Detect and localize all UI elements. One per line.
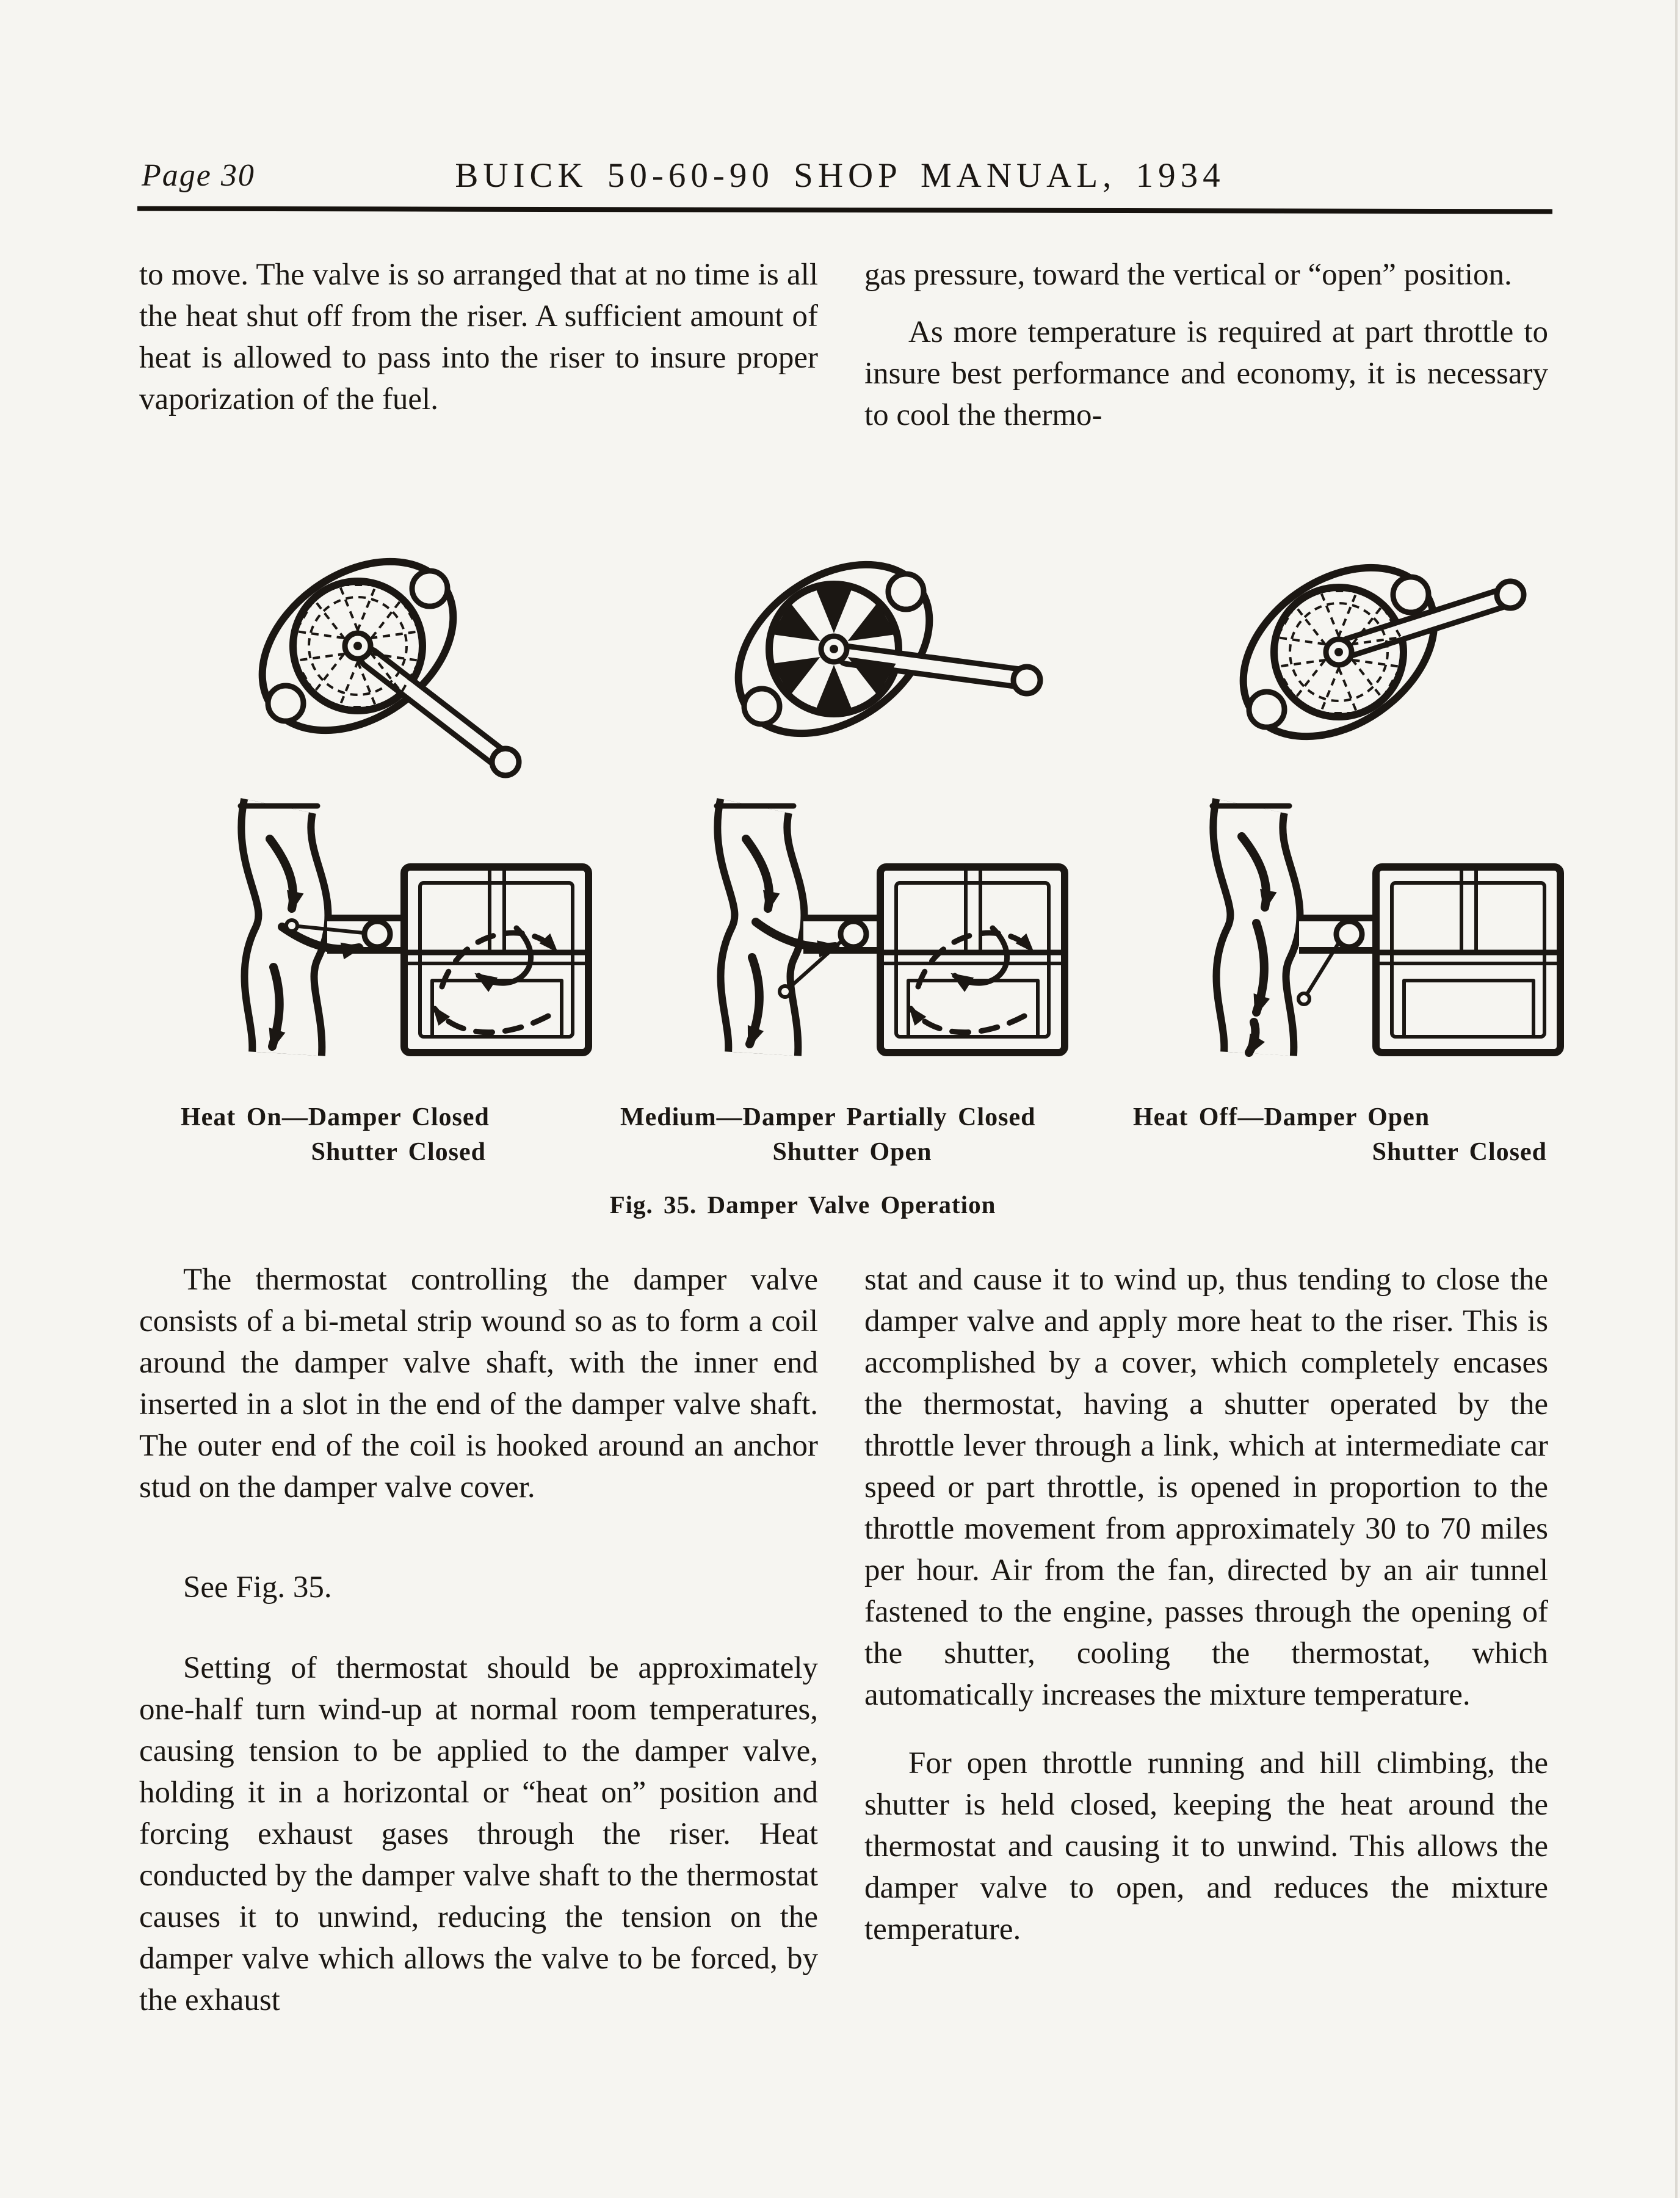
paragraph: Setting of thermostat should be approximately one-half turn wind-up at normal room temperatures, causing tension to be applied to the damper valve, holding it in a horizontal or “heat on” position and forcing exhaust gases through the riser. Heat conducted by the damper valve shaft to the thermostat causes it to unwind, reducing the tension on the damper valve which allows the valve to be forced, by the exhaust [139,1651,818,2017]
page-number-label: Page 30 [142,158,255,193]
figure-caption: Fig. 35. Damper Valve Operation [609,1191,996,1219]
paragraph: stat and cause it to wind up, thus tending to close the damper valve and apply more heat to the riser. This is accomplished by a cover, which completely encases the thermostat, having a shutter operated by the throttle lever through a link, which at intermediate car speed or part throttle, is opened in proportion to the throttle movement from approximately 30 to 70 miles per hour. Air from the fan, directed by an air tunnel fastened to the engine, passes through the opening of the shutter, cooling the thermostat, which automatically increases the mixture temperature. [864,1263,1548,1712]
caption-medium [620,1100,1084,1170]
shutter-wheel-icon [230,530,519,775]
caption-line: Shutter Closed [311,1138,486,1166]
caption-heat-off [1133,1100,1554,1170]
caption-line: Heat Off—Damper Open [1133,1103,1430,1131]
paragraph: As more temperature is required at part throttle to insure best performance and economy, it is necessary to cool the thermo- [864,315,1548,432]
left-column-top [139,254,818,436]
page-title: BUICK 50-60-90 SHOP MANUAL, 1934 [455,156,1225,195]
paragraph: to move. The valve is so arranged that at no time is all the heat shut off from the riser. A sufficient amount of heat is allowed to pass into the riser to insure proper vaporization of the fuel. [139,258,818,416]
header-rule [137,206,1552,214]
riser-box [404,867,588,1053]
paragraph: For open throttle running and hill climbing, the shutter is held closed, keeping the heat around the thermostat and causing it to unwind. This allows the damper valve to open, and reduces the mixture temperature. [864,1746,1548,1946]
see-figure-reference: See Fig. 35. [183,1570,332,1605]
right-column-top [864,254,1548,452]
riser-box [880,867,1065,1053]
left-column-bottom [139,1259,818,2037]
caption-heat-on [181,1100,578,1170]
riser-box [1376,867,1560,1053]
paragraph: The thermostat controlling the damper valve consists of a bi-metal strip wound so as to form a coil around the damper valve shaft, with the inner end inserted in a slot in the end of the damper valve shaft. The outer end of the coil is hooked around an anchor stud on the damper valve cover. [139,1263,818,1504]
diagram-heat-off [1128,530,1580,1067]
paragraph: gas pressure, toward the vertical or “open” position. [864,258,1512,292]
diagram-heat-on [156,530,608,1067]
caption-line: Shutter Closed [1372,1138,1547,1166]
caption-line: Heat On—Damper Closed [181,1103,490,1131]
caption-line: Medium—Damper Partially Closed [620,1103,1036,1131]
scan-edge-artifact [1675,0,1678,2198]
right-column-bottom [864,1259,1548,1966]
shutter-wheel-icon [706,530,1040,768]
caption-line: Shutter Open [772,1138,932,1166]
diagram-medium [632,530,1084,1067]
shutter-wheel-icon [1211,533,1524,772]
